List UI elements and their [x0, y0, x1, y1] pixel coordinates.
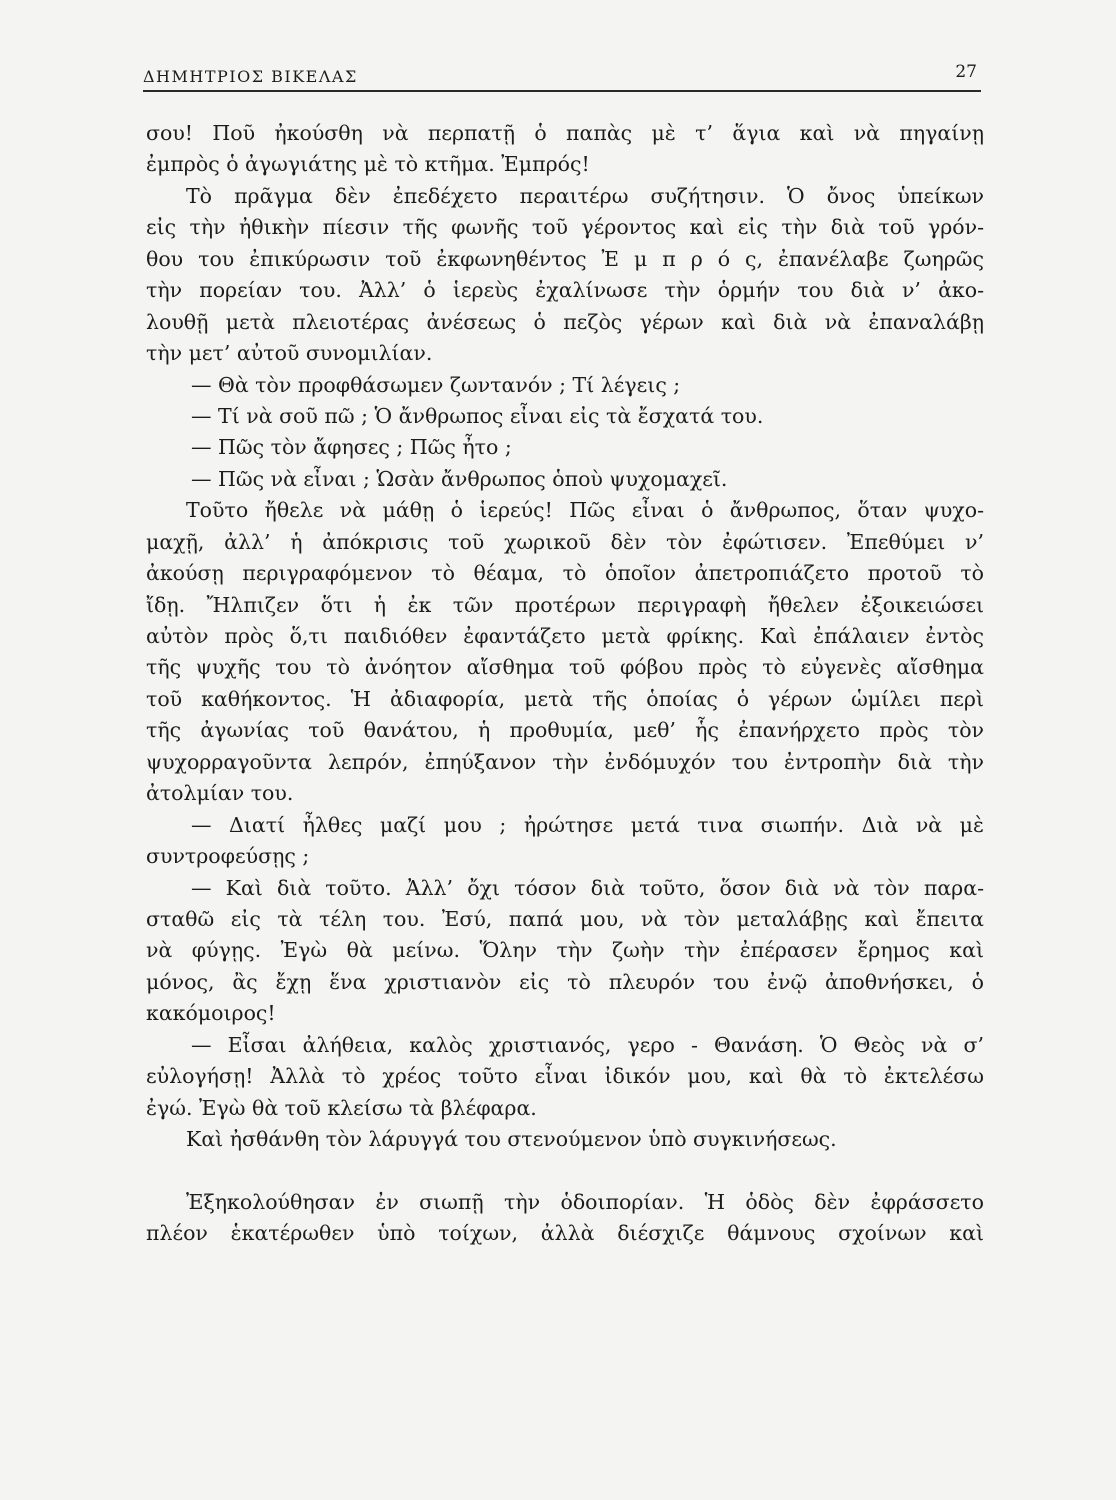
dialogue-line: — Εἶσαι ἀλήθεια, καλὸς χριστιανός, γερο - Θανάση. Ὁ Θεὸς νὰ σ’	[191, 1032, 984, 1057]
text-line: Τοῦτο ἤθελε νὰ μάθῃ ὁ ἱερεύς! Πῶς εἶναι ὁ ἄνθρωπος, ὅταν ψυχο-	[186, 498, 984, 523]
running-head	[143, 58, 981, 92]
paragraph-gap	[146, 1155, 984, 1186]
dialogue-line: — Πῶς τὸν ἄφησες ; Πῶς ἦτο ;	[191, 435, 512, 460]
text-line: Ἐξηκολούθησαν ἐν σιωπῇ τὴν ὁδοιπορίαν. Ἡ ὁδὸς δὲν ἐφράσσετο	[186, 1189, 984, 1214]
text-line: ἀτολμίαν του.	[146, 781, 294, 806]
text-line: Τὸ πρᾶγμα δὲν ἐπεδέχετο περαιτέρω συζήτησιν. Ὁ ὄνος ὑπείκων	[186, 183, 984, 208]
text-line: νὰ φύγῃς. Ἐγὼ θὰ μείνω. Ὅλην τὴν ζωὴν τὴν ἐπέρασεν ἔρημος καὶ	[146, 938, 984, 963]
dialogue-line: — Τί νὰ σοῦ πῶ ; Ὁ ἄνθρωπος εἶναι εἰς τὰ ἔσχατά του.	[191, 403, 764, 428]
text-line: ψυχορραγοῦντα λεπρόν, ἐπηύξανον τὴν ἐνδόμυχόν του ἐντροπὴν διὰ τὴν	[146, 749, 984, 774]
text-line: συντροφεύσῃς ;	[146, 844, 310, 869]
dialogue-line: — Θὰ τὸν προφθάσωμεν ζωντανόν ; Τί λέγεις ;	[191, 372, 681, 397]
text-line: κακόμοιρος!	[146, 1001, 276, 1026]
dialogue-line: — Πῶς νὰ εἶναι ; Ὡσὰν ἄνθρωπος ὁποὺ ψυχομαχεῖ.	[191, 466, 728, 491]
body-text	[146, 118, 984, 1250]
header-rule	[143, 90, 981, 92]
text-line: σταθῶ εἰς τὰ τέλη του. Ἐσύ, παπά μου, νὰ τὸν μεταλάβῃς καὶ ἔπειτα	[146, 906, 984, 931]
text-line: τὴν μετ’ αὐτοῦ συνομιλίαν.	[146, 341, 433, 366]
text-line: μόνος, ἂς ἔχῃ ἕνα χριστιανὸν εἰς τὸ πλευρόν του ἐνῷ ἀποθνήσκει, ὁ	[146, 969, 984, 994]
text-line: ἐγώ. Ἐγὼ θὰ τοῦ κλείσω τὰ βλέφαρα.	[146, 1095, 537, 1120]
text-line: ἐμπρὸς ὁ ἀγωγιάτης μὲ τὸ κτῆμα. Ἐμπρός!	[146, 152, 590, 177]
text-line: εὐλογήσῃ! Ἀλλὰ τὸ χρέος τοῦτο εἶναι ἰδικόν μου, καὶ θὰ τὸ ἐκτελέσω	[146, 1064, 984, 1089]
text-line: τὴν πορείαν του. Ἀλλ’ ὁ ἱερεὺς ἐχαλίνωσε τὴν ὁρμήν του διὰ ν’ ἀκο-	[146, 278, 984, 303]
page-number: 27	[955, 62, 977, 82]
text-line: πλέον ἑκατέρωθεν ὑπὸ τοίχων, ἀλλὰ διέσχιζε θάμνους σχοίνων καὶ	[146, 1221, 984, 1246]
text-line: ἀκούσῃ περιγραφόμενον τὸ θέαμα, τὸ ὁποῖον ἀπετροπιάζετο προτοῦ τὸ	[146, 561, 984, 586]
text-line: αὐτὸν πρὸς ὅ,τι παιδιόθεν ἐφαντάζετο μετὰ φρίκης. Καὶ ἐπάλαιεν ἐντὸς	[146, 624, 984, 648]
text-line: τοῦ καθήκοντος. Ἡ ἀδιαφορία, μετὰ τῆς ὁποίας ὁ γέρων ὡμίλει περὶ	[146, 686, 984, 711]
text-line: λουθῇ μετὰ πλειοτέρας ἀνέσεως ὁ πεζὸς γέρων καὶ διὰ νὰ ἐπαναλάβῃ	[146, 309, 984, 334]
text-line: μαχῇ, ἀλλ’ ἡ ἀπόκρισις τοῦ χωρικοῦ δὲν τὸν ἐφώτισεν. Ἐπεθύμει ν’	[146, 529, 984, 554]
text-line: τῆς ψυχῆς του τὸ ἀνόητον αἴσθημα τοῦ φόβου πρὸς τὸ εὐγενὲς αἴσθημα	[146, 655, 984, 680]
running-title: ΔΗΜΗΤΡΙΟΣ ΒΙΚΕΛΑΣ	[143, 67, 358, 86]
text-line: Καὶ ἠσθάνθη τὸν λάρυγγά του στενούμενον ὑπὸ συγκινήσεως.	[186, 1127, 837, 1151]
dialogue-line: — Καὶ διὰ τοῦτο. Ἀλλ’ ὄχι τόσον διὰ τοῦτο, ὅσον διὰ νὰ τὸν παρα-	[191, 875, 984, 900]
text-line: τῆς ἀγωνίας τοῦ θανάτου, ἡ προθυμία, μεθ’ ἧς ἐπανήρχετο πρὸς τὸν	[146, 718, 984, 743]
text-line: σου! Ποῦ ἠκούσθη νὰ περπατῇ ὁ παπὰς μὲ τ’ ἅγια καὶ νὰ πηγαίνῃ	[146, 121, 984, 145]
text-line: θου του ἐπικύρωσιν τοῦ ἐκφωνηθέντος Ἐ μ π ρ ό ς, ἐπανέλαβε ζωηρῶς	[146, 246, 984, 271]
text-line: εἰς τὴν ἠθικὴν πίεσιν τῆς φωνῆς τοῦ γέροντος καὶ εἰς τὴν διὰ τοῦ γρόν-	[146, 215, 984, 240]
dialogue-line: — Διατί ἦλθες μαζί μου ; ἠρώτησε μετά τινα σιωπήν. Διὰ νὰ μὲ	[191, 812, 984, 837]
text-line: ἴδῃ. Ἤλπιζεν ὅτι ἡ ἐκ τῶν προτέρων περιγραφὴ ἤθελεν ἐξοικειώσει	[146, 592, 984, 617]
